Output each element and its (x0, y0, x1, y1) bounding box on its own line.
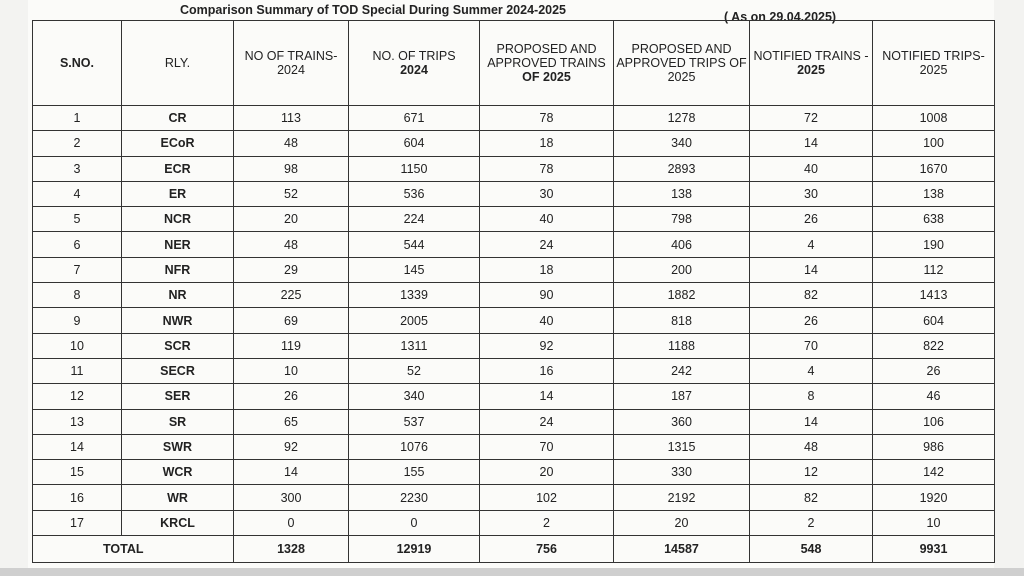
cell-notified-trips-2025: 1920 (873, 485, 995, 510)
cell-notified-trains-2025: 26 (750, 207, 873, 232)
cell-trains-2024: 69 (234, 308, 349, 333)
cell-trips-2024: 604 (349, 131, 480, 156)
col-header-trips-2024: NO. OF TRIPS 2024 (349, 21, 480, 106)
cell-notified-trains-2025: 4 (750, 358, 873, 383)
col-header-rly: RLY. (122, 21, 234, 106)
table-row (33, 358, 995, 383)
cell-railway: SER (122, 384, 234, 409)
cell-railway: NFR (122, 257, 234, 282)
table-row (33, 485, 995, 510)
cell-railway: NER (122, 232, 234, 257)
cell-proposed-trains-2025: 70 (480, 434, 614, 459)
cell-proposed-trains-2025: 18 (480, 131, 614, 156)
cell-notified-trips-2025: 986 (873, 434, 995, 459)
cell-railway: KRCL (122, 510, 234, 535)
cell-proposed-trips-2025: 406 (614, 232, 750, 257)
cell-proposed-trains-2025: 40 (480, 308, 614, 333)
cell-notified-trips-2025: 1413 (873, 283, 995, 308)
table-row (33, 283, 995, 308)
cell-trips-2024: 340 (349, 384, 480, 409)
cell-sno: 7 (33, 257, 122, 282)
cell-proposed-trips-2025: 1315 (614, 434, 750, 459)
cell-notified-trains-2025: 4 (750, 232, 873, 257)
cell-notified-trains-2025: 72 (750, 106, 873, 131)
cell-sno: 3 (33, 156, 122, 181)
cell-trains-2024: 14 (234, 460, 349, 485)
cell-notified-trips-2025: 604 (873, 308, 995, 333)
cell-trips-2024: 2230 (349, 485, 480, 510)
cell-proposed-trains-2025: 16 (480, 358, 614, 383)
cell-trips-2024: 155 (349, 460, 480, 485)
cell-proposed-trips-2025: 340 (614, 131, 750, 156)
cell-railway: SWR (122, 434, 234, 459)
cell-trips-2024: 2005 (349, 308, 480, 333)
total-proposed-trains-2025: 756 (480, 536, 614, 563)
cell-trains-2024: 225 (234, 283, 349, 308)
col-header-proposed-trains-2025: PROPOSED AND APPROVED TRAINS OF 2025 (480, 21, 614, 106)
cell-proposed-trips-2025: 1278 (614, 106, 750, 131)
cell-proposed-trips-2025: 1188 (614, 333, 750, 358)
cell-notified-trips-2025: 106 (873, 409, 995, 434)
cell-notified-trips-2025: 1670 (873, 156, 995, 181)
cell-trains-2024: 52 (234, 181, 349, 206)
cell-sno: 12 (33, 384, 122, 409)
cell-railway: SR (122, 409, 234, 434)
cell-notified-trips-2025: 1008 (873, 106, 995, 131)
cell-sno: 15 (33, 460, 122, 485)
cell-sno: 4 (33, 181, 122, 206)
col-header-notified-trips-2025: NOTIFIED TRIPS- 2025 (873, 21, 995, 106)
cell-notified-trains-2025: 14 (750, 409, 873, 434)
table-row (33, 434, 995, 459)
cell-notified-trips-2025: 138 (873, 181, 995, 206)
document-heading (32, 0, 994, 24)
col-header-notified-trains-2025: NOTIFIED TRAINS - 2025 (750, 21, 873, 106)
total-trains-2024: 1328 (234, 536, 349, 563)
cell-railway: ECR (122, 156, 234, 181)
cell-proposed-trips-2025: 818 (614, 308, 750, 333)
col-header-proposed-trips-2025: PROPOSED AND APPROVED TRIPS OF 2025 (614, 21, 750, 106)
header-row (33, 21, 995, 106)
cell-sno: 13 (33, 409, 122, 434)
cell-notified-trains-2025: 70 (750, 333, 873, 358)
cell-trips-2024: 544 (349, 232, 480, 257)
cell-proposed-trains-2025: 30 (480, 181, 614, 206)
cell-trips-2024: 536 (349, 181, 480, 206)
cell-proposed-trains-2025: 90 (480, 283, 614, 308)
cell-railway: NCR (122, 207, 234, 232)
cell-railway: SECR (122, 358, 234, 383)
table-row (33, 257, 995, 282)
table-row (33, 510, 995, 535)
cell-trains-2024: 0 (234, 510, 349, 535)
cell-notified-trips-2025: 190 (873, 232, 995, 257)
cell-trains-2024: 48 (234, 232, 349, 257)
table-row (33, 156, 995, 181)
table-row (33, 232, 995, 257)
cell-notified-trips-2025: 100 (873, 131, 995, 156)
cell-notified-trains-2025: 12 (750, 460, 873, 485)
cell-notified-trains-2025: 8 (750, 384, 873, 409)
cell-proposed-trips-2025: 187 (614, 384, 750, 409)
table-row (33, 131, 995, 156)
total-notified-trains-2025: 548 (750, 536, 873, 563)
table-row (33, 106, 995, 131)
cell-proposed-trips-2025: 200 (614, 257, 750, 282)
table-row (33, 384, 995, 409)
cell-notified-trains-2025: 48 (750, 434, 873, 459)
cell-trains-2024: 20 (234, 207, 349, 232)
cell-notified-trips-2025: 46 (873, 384, 995, 409)
cell-proposed-trains-2025: 24 (480, 409, 614, 434)
cell-railway: WCR (122, 460, 234, 485)
cell-notified-trips-2025: 142 (873, 460, 995, 485)
table-row (33, 409, 995, 434)
table-row (33, 308, 995, 333)
cell-proposed-trips-2025: 360 (614, 409, 750, 434)
document-page (28, 0, 994, 576)
cell-sno: 1 (33, 106, 122, 131)
cell-proposed-trips-2025: 2192 (614, 485, 750, 510)
cell-notified-trains-2025: 82 (750, 485, 873, 510)
cell-trains-2024: 300 (234, 485, 349, 510)
total-label: TOTAL (33, 536, 234, 563)
cell-proposed-trains-2025: 24 (480, 232, 614, 257)
cell-proposed-trips-2025: 330 (614, 460, 750, 485)
cell-sno: 5 (33, 207, 122, 232)
cell-notified-trains-2025: 82 (750, 283, 873, 308)
cell-railway: WR (122, 485, 234, 510)
cell-notified-trips-2025: 638 (873, 207, 995, 232)
cell-notified-trips-2025: 822 (873, 333, 995, 358)
cell-proposed-trips-2025: 20 (614, 510, 750, 535)
total-proposed-trips-2025: 14587 (614, 536, 750, 563)
cell-trains-2024: 26 (234, 384, 349, 409)
bottom-edge-bar (0, 568, 1024, 576)
cell-railway: SCR (122, 333, 234, 358)
cell-proposed-trains-2025: 14 (480, 384, 614, 409)
cell-railway: NR (122, 283, 234, 308)
cell-notified-trains-2025: 26 (750, 308, 873, 333)
cell-railway: NWR (122, 308, 234, 333)
cell-trains-2024: 65 (234, 409, 349, 434)
table-row (33, 207, 995, 232)
cell-proposed-trips-2025: 138 (614, 181, 750, 206)
cell-sno: 8 (33, 283, 122, 308)
cell-sno: 2 (33, 131, 122, 156)
total-trips-2024: 12919 (349, 536, 480, 563)
as-on-date: ( As on 29.04.2025) (724, 10, 837, 24)
cell-railway: ECoR (122, 131, 234, 156)
cell-trains-2024: 113 (234, 106, 349, 131)
cell-railway: CR (122, 106, 234, 131)
cell-railway: ER (122, 181, 234, 206)
cell-trips-2024: 1311 (349, 333, 480, 358)
cell-proposed-trains-2025: 92 (480, 333, 614, 358)
cell-sno: 16 (33, 485, 122, 510)
cell-trips-2024: 1076 (349, 434, 480, 459)
cell-sno: 10 (33, 333, 122, 358)
cell-sno: 14 (33, 434, 122, 459)
cell-notified-trains-2025: 30 (750, 181, 873, 206)
cell-notified-trips-2025: 26 (873, 358, 995, 383)
cell-proposed-trains-2025: 2 (480, 510, 614, 535)
total-notified-trips-2025: 9931 (873, 536, 995, 563)
cell-proposed-trips-2025: 1882 (614, 283, 750, 308)
cell-notified-trains-2025: 14 (750, 257, 873, 282)
total-row (33, 536, 995, 563)
cell-proposed-trains-2025: 78 (480, 156, 614, 181)
cell-trips-2024: 1339 (349, 283, 480, 308)
cell-proposed-trips-2025: 242 (614, 358, 750, 383)
cell-trains-2024: 119 (234, 333, 349, 358)
cell-trips-2024: 1150 (349, 156, 480, 181)
cell-proposed-trains-2025: 20 (480, 460, 614, 485)
table-row (33, 181, 995, 206)
cell-notified-trains-2025: 40 (750, 156, 873, 181)
cell-sno: 9 (33, 308, 122, 333)
cell-trains-2024: 92 (234, 434, 349, 459)
cell-trains-2024: 98 (234, 156, 349, 181)
cell-trains-2024: 48 (234, 131, 349, 156)
cell-proposed-trains-2025: 78 (480, 106, 614, 131)
cell-notified-trips-2025: 112 (873, 257, 995, 282)
cell-proposed-trains-2025: 40 (480, 207, 614, 232)
table-row (33, 333, 995, 358)
summary-table (32, 20, 995, 563)
cell-notified-trips-2025: 10 (873, 510, 995, 535)
cell-trips-2024: 224 (349, 207, 480, 232)
cell-proposed-trains-2025: 102 (480, 485, 614, 510)
table-row (33, 460, 995, 485)
cell-trains-2024: 10 (234, 358, 349, 383)
cell-trips-2024: 52 (349, 358, 480, 383)
cell-sno: 11 (33, 358, 122, 383)
col-header-sno: S.NO. (33, 21, 122, 106)
cell-notified-trains-2025: 2 (750, 510, 873, 535)
col-header-trains-2024: NO OF TRAINS- 2024 (234, 21, 349, 106)
cell-trips-2024: 671 (349, 106, 480, 131)
cell-trains-2024: 29 (234, 257, 349, 282)
cell-trips-2024: 537 (349, 409, 480, 434)
cell-trips-2024: 0 (349, 510, 480, 535)
cell-notified-trains-2025: 14 (750, 131, 873, 156)
cell-trips-2024: 145 (349, 257, 480, 282)
cell-proposed-trips-2025: 798 (614, 207, 750, 232)
cell-sno: 6 (33, 232, 122, 257)
cell-proposed-trains-2025: 18 (480, 257, 614, 282)
cell-sno: 17 (33, 510, 122, 535)
cell-proposed-trips-2025: 2893 (614, 156, 750, 181)
document-title: Comparison Summary of TOD Special During Summer 2024-2025 (180, 3, 567, 17)
